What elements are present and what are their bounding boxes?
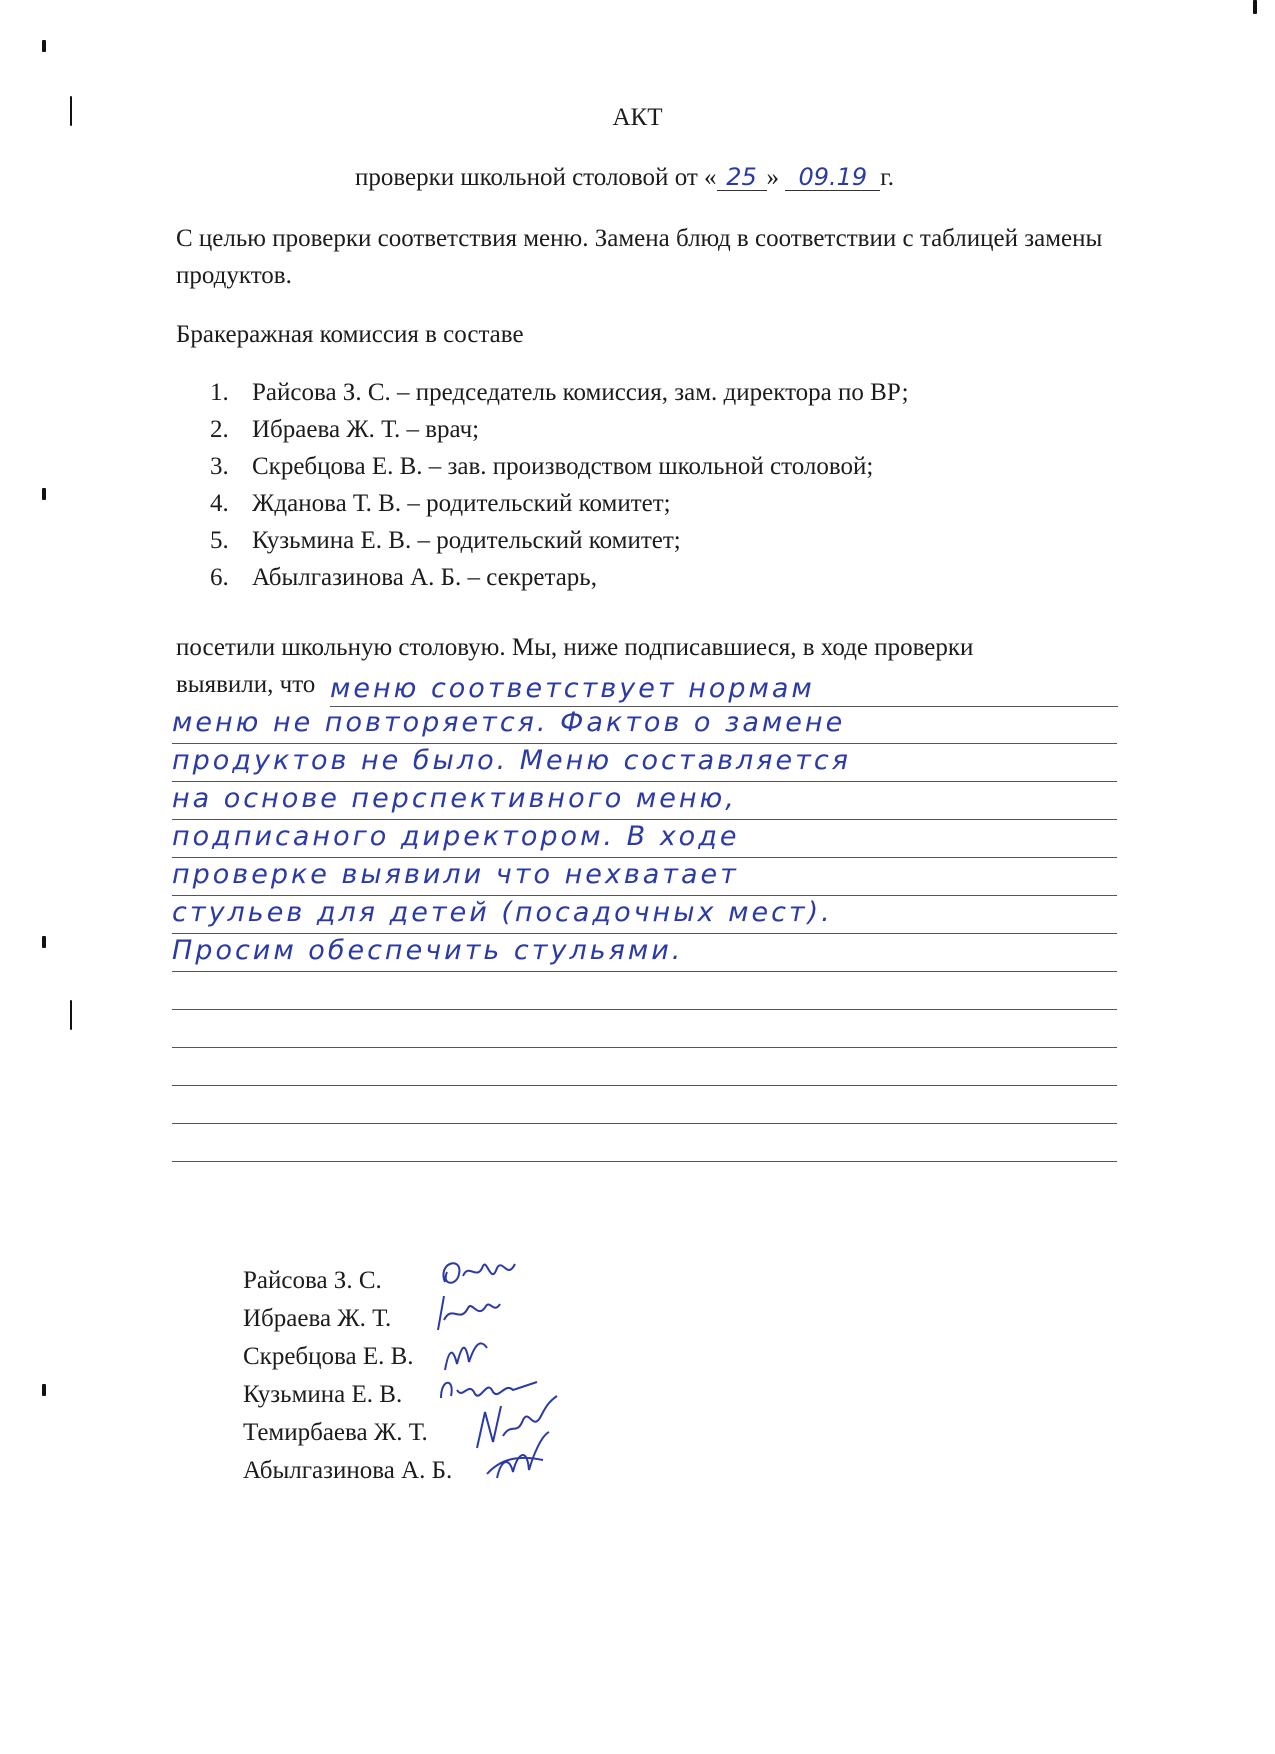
findings-line (172, 972, 1117, 1010)
list-item: 2. Ибраева Ж. Т. – врач; (210, 416, 480, 443)
scan-speck (1253, 0, 1257, 14)
signatory-name: Райсова З. С. (243, 1267, 382, 1294)
findings-line: на основе перспективного меню, (172, 782, 1117, 820)
signatory-name: Абылгазинова А. Б. (243, 1457, 453, 1484)
scan-speck (42, 936, 46, 948)
date-month-year-field: 09.19 (785, 164, 880, 191)
signatory-name: Темирбаева Ж. Т. (243, 1419, 428, 1446)
signature-row (243, 1376, 452, 1414)
visited-paragraph-line2: выявили, что (176, 671, 316, 698)
findings-line: продуктов не было. Меню составляется (172, 744, 1117, 782)
list-item: 3. Скребцова Е. В. – зав. производством школьной столовой; (210, 453, 874, 480)
findings-line (172, 1086, 1117, 1124)
scan-speck (70, 96, 72, 126)
scan-speck (42, 488, 46, 500)
purpose-paragraph: С целью проверки соответствия меню. Замена блюд в соответствии с таблицей замены продуктов. (176, 225, 1103, 289)
signature-row (243, 1338, 452, 1376)
findings-line: стульев для детей (посадочных мест). (172, 896, 1117, 934)
signatory-name: Скребцова Е. В. (243, 1343, 414, 1370)
scan-speck (70, 1000, 72, 1030)
list-item: 4. Жданова Т. В. – родительский комитет; (210, 490, 671, 517)
signature-row (243, 1452, 452, 1490)
findings-line: проверке выявили что нехватает (172, 858, 1117, 896)
date-separator: » (766, 164, 780, 191)
subtitle-prefix: проверки школьной столовой от « (355, 164, 717, 191)
signature-row (243, 1262, 452, 1300)
findings-line: меню не повторяется. Фактов о замене (172, 706, 1117, 744)
list-item: 6. Абылгазинова А. Б. – секретарь, (210, 564, 597, 591)
commission-heading: Бракеражная комиссия в составе (176, 321, 524, 348)
findings-first-line (330, 672, 1118, 707)
findings-line (172, 1010, 1117, 1048)
subtitle-suffix: г. (880, 164, 894, 191)
findings-line: подписаного директором. В ходе (172, 820, 1117, 858)
findings-line (172, 1048, 1117, 1086)
date-day-field: 25 (717, 164, 767, 191)
signature-row (243, 1414, 452, 1452)
document-subtitle (355, 164, 894, 192)
signature-row (243, 1300, 452, 1338)
list-item: 5. Кузьмина Е. В. – родительский комитет; (210, 527, 681, 554)
findings-line: Просим обеспечить стульями. (172, 934, 1117, 972)
signatures-block (243, 1262, 452, 1490)
findings-lines (172, 706, 1117, 1162)
signatory-name: Ибраева Ж. Т. (243, 1305, 392, 1332)
list-item: 1. Райсова З. С. – председатель комиссия, зам. директора по ВР; (210, 379, 909, 406)
signatory-name: Кузьмина Е. В. (243, 1381, 403, 1408)
handwritten-signature-icon (483, 1426, 563, 1492)
handwritten-text: меню соответствует нормам (330, 673, 815, 704)
document-title: АКТ (612, 104, 663, 131)
scan-speck (42, 1384, 46, 1396)
scan-speck (42, 40, 46, 52)
findings-line (172, 1124, 1117, 1162)
commission-members-list (210, 374, 909, 596)
visited-paragraph-line1: посетили школьную столовую. Мы, ниже подписавшиеся, в ходе проверки (176, 634, 974, 661)
